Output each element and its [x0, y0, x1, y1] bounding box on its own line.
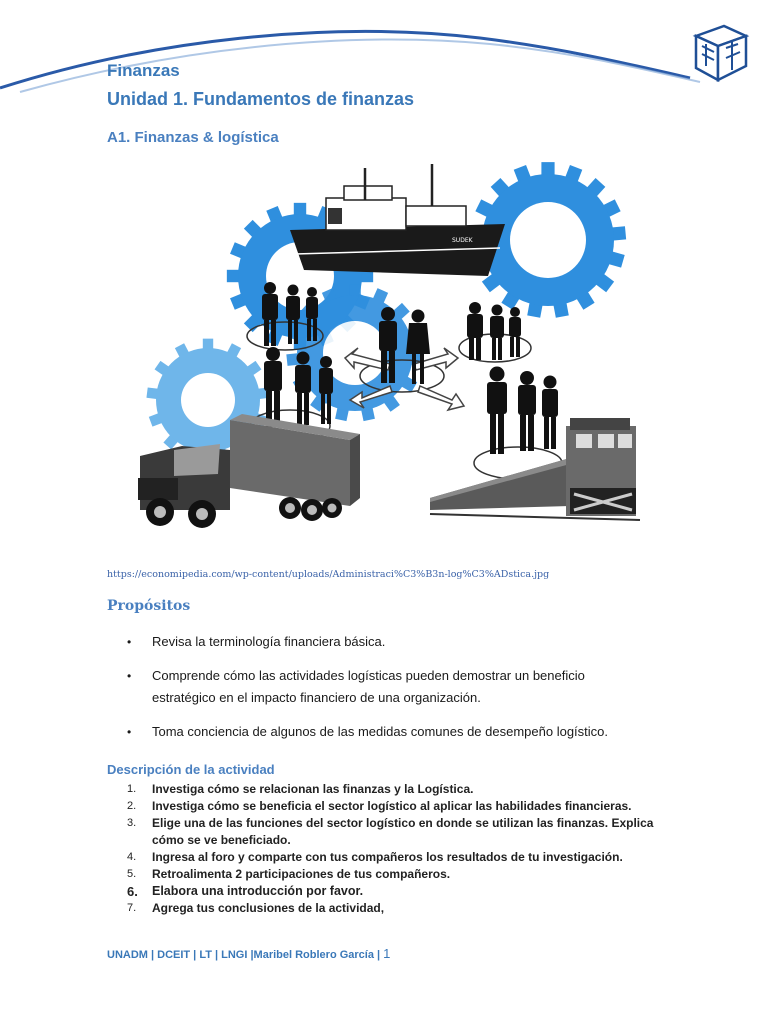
purposes-heading: Propósitos — [107, 598, 191, 614]
list-item: 4. Ingresa al foro y comparte con tus compañeros los resultados de tu investigación. — [127, 850, 623, 864]
unit-title: Unidad 1. Fundamentos de finanzas — [107, 89, 415, 109]
logistics-illustration — [130, 158, 645, 538]
header-swoosh — [0, 0, 768, 100]
bullet-icon: • — [127, 669, 132, 683]
activity-description-heading: Descripción de la actividad — [107, 762, 275, 777]
list-item: 6. Elabora una introducción por favor. — [127, 884, 364, 899]
course-title: Finanzas — [107, 61, 180, 80]
list-item: 7. Agrega tus conclusiones de la actividad, — [127, 901, 385, 915]
page-footer — [107, 946, 390, 961]
purposes-list — [125, 631, 645, 755]
train-icon — [430, 418, 640, 520]
list-item: 1. Investiga cómo se relacionan las finanzas y la Logística. — [127, 782, 474, 796]
image-source-link[interactable]: https://economipedia.com/wp-content/uploads/Administraci%C3%B3n-log%C3%ADstica.jpg — [107, 569, 550, 580]
list-item: • Revisa la terminología financiera básica. — [125, 631, 645, 653]
activity-steps-list — [124, 781, 654, 917]
list-item: 3. Elige una de las funciones del sector logístico en donde se utilizan las finanzas. Explica cómo se ve beneficiado. — [127, 816, 654, 847]
list-item: 5. Retroalimenta 2 participaciones de tus compañeros. — [127, 867, 451, 881]
ship-label: SUDEK — [452, 237, 473, 244]
page-number: 1 — [383, 946, 391, 961]
bullet-icon: • — [127, 635, 132, 649]
list-item: 2. Investiga cómo se beneficia el sector logístico al aplicar las habilidades financieras. — [127, 799, 632, 813]
list-item: • Toma conciencia de algunos de las medidas comunes de desempeño logístico. — [125, 721, 645, 743]
list-item: • Comprende cómo las actividades logísticas pueden demostrar un beneficio estratégico en el impacto financiero de una organización. — [125, 665, 645, 709]
unadm-logo — [690, 22, 750, 84]
footer-text: UNADM | DCEIT | LT | LNGI |Maribel Roblero García | — [107, 949, 384, 961]
activity-title: A1. Finanzas & logística — [107, 129, 279, 146]
bullet-icon: • — [127, 725, 132, 739]
